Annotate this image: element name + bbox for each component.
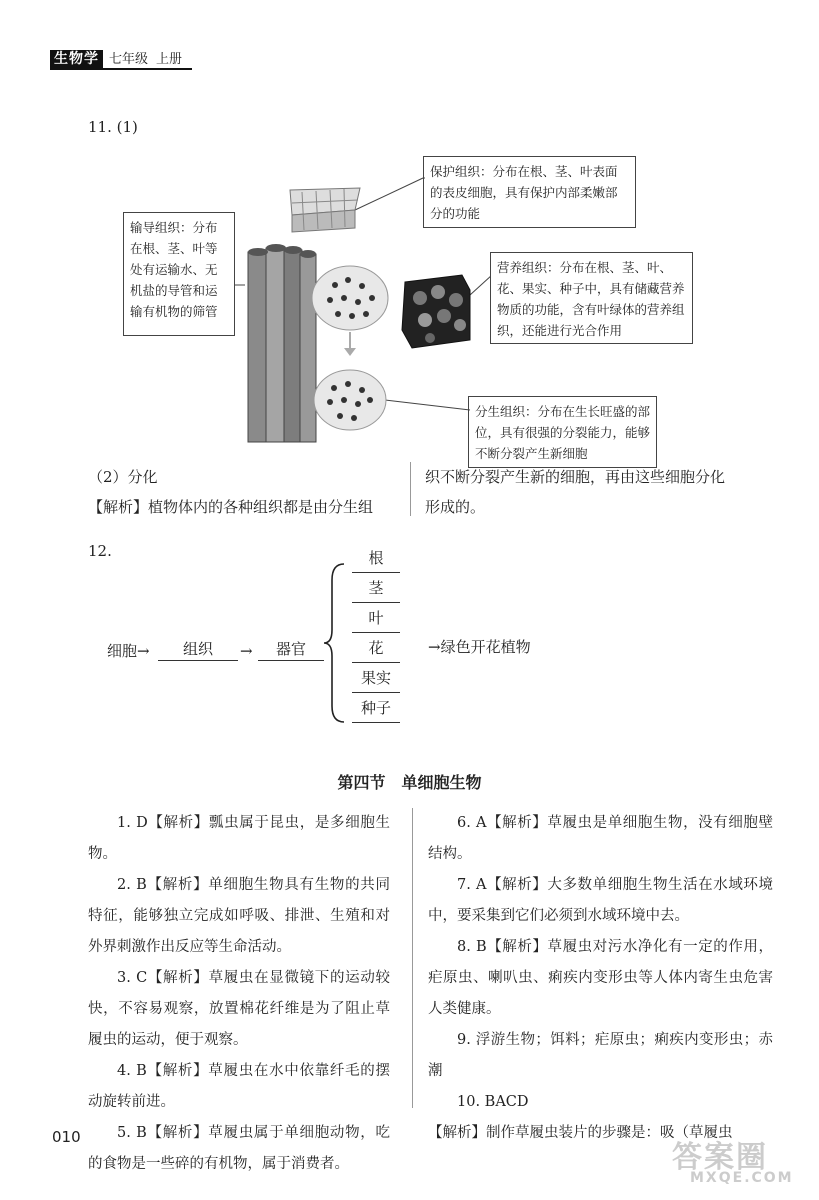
page-number: 010 [52, 1128, 81, 1146]
box-conductive-tissue: 输导组织：分布在根、茎、叶等处有运输水、无机盐的导管和运输有机物的筛管 [123, 212, 235, 336]
box-meristem-tissue: 分生组织：分布在生长旺盛的部位，具有很强的分裂能力，能够不断分裂产生新细胞 [468, 396, 657, 468]
answer-item: 10. BACD [457, 1094, 529, 1110]
organ-item: 茎 [352, 573, 400, 603]
meristem-cells-lower-image [314, 370, 386, 430]
watermark-logo: 答案圈 [672, 1140, 768, 1175]
protective-tissue-image [290, 188, 360, 232]
q11-label: 11. (1) [88, 118, 138, 136]
q11-explain-line1: 【解析】植物体内的各种组织都是由分生组 [88, 498, 374, 516]
q12-organ-blank: 器官 [258, 636, 324, 661]
volume-label: 上册 [156, 52, 183, 67]
answers-left-column [88, 808, 390, 1180]
q11-part2: （2）分化 [88, 468, 158, 486]
connector-nutrient [470, 275, 490, 295]
connector-meristem [385, 400, 470, 410]
q12-arrow: → [240, 642, 253, 660]
box-protective-tissue: 保护组织：分布在根、茎、叶表面的表皮细胞，具有保护内部柔嫩部分的功能 [423, 156, 636, 228]
organ-item: 花 [352, 633, 400, 663]
answer-item: 1. D【解析】瓢虫属于昆虫，是多细胞生物。 [88, 815, 390, 862]
answer-item: 9. 浮游生物；饵料；疟原虫；痢疾内变形虫；赤潮 [428, 1032, 773, 1079]
curly-brace [322, 560, 348, 726]
answer-item: 6. A【解析】草履虫是单细胞生物，没有细胞壁结构。 [428, 815, 773, 862]
column-divider-short [410, 462, 411, 516]
meristem-cells-upper-image [312, 266, 388, 330]
grade-label: 七年级 [109, 52, 149, 67]
answer-item: 7. A【解析】大多数单细胞生物生活在水域环境中，要采集到它们必须到水域环境中去。 [428, 877, 773, 924]
q12-result: →绿色开花植物 [428, 638, 531, 656]
answer-item: 5. B【解析】草履虫属于单细胞动物，吃的食物是一些碎的有机物，属于消费者。 [88, 1125, 390, 1172]
organ-item: 种子 [352, 693, 400, 723]
answers-right-column [428, 808, 773, 1149]
answer-item: 2. B【解析】单细胞生物具有生物的共同特征，能够独立完成如呼吸、排泄、生殖和对外界刺激作出反应等生命活动。 [88, 877, 390, 955]
q12-tissue-blank: 组织 [158, 636, 238, 661]
q12-cell-start: 细胞→ [107, 642, 150, 660]
answer-item: 3. C【解析】草履虫在显微镜下的运动较快，不容易观察，放置棉花纤维是为了阻止草履虫的运动，便于观察。 [88, 970, 390, 1048]
answer-item: 4. B【解析】草履虫在水中依靠纤毛的摆动旋转前进。 [88, 1063, 390, 1110]
nutrient-tissue-image [402, 275, 470, 348]
watermark-url: MXQE.COM [690, 1170, 794, 1186]
q11-explain-line2: 织不断分裂产生新的细胞，再由这些细胞分化 [425, 468, 726, 486]
header-rule [50, 68, 192, 70]
organ-list [352, 543, 400, 723]
subject-title: 生物学 [50, 50, 103, 68]
organ-item: 根 [352, 543, 400, 573]
section-title: 第四节 单细胞生物 [337, 773, 482, 792]
answer-10-explain: 【解析】制作草履虫装片的步骤是：吸（草履虫 [428, 1125, 733, 1141]
column-divider [412, 808, 413, 1108]
q12-label: 12. [88, 542, 112, 560]
box-nutrient-tissue: 营养组织：分布在根、茎、叶、花、果实、种子中，具有储藏营养物质的功能，含有叶绿体的营养组织，还能进行光合作用 [490, 252, 693, 344]
organ-item: 叶 [352, 603, 400, 633]
answer-item: 8. B【解析】草履虫对污水净化有一定的作用，疟原虫、喇叭虫、痢疾内变形虫等人体内寄生虫危害人类健康。 [428, 939, 773, 1017]
running-header [50, 48, 196, 70]
organ-item: 果实 [352, 663, 400, 693]
q11-explain-line3: 形成的。 [425, 498, 486, 516]
connector-protective [355, 178, 423, 210]
conductive-tissue-image [248, 244, 316, 442]
plant-tissue-illustration [230, 170, 490, 450]
